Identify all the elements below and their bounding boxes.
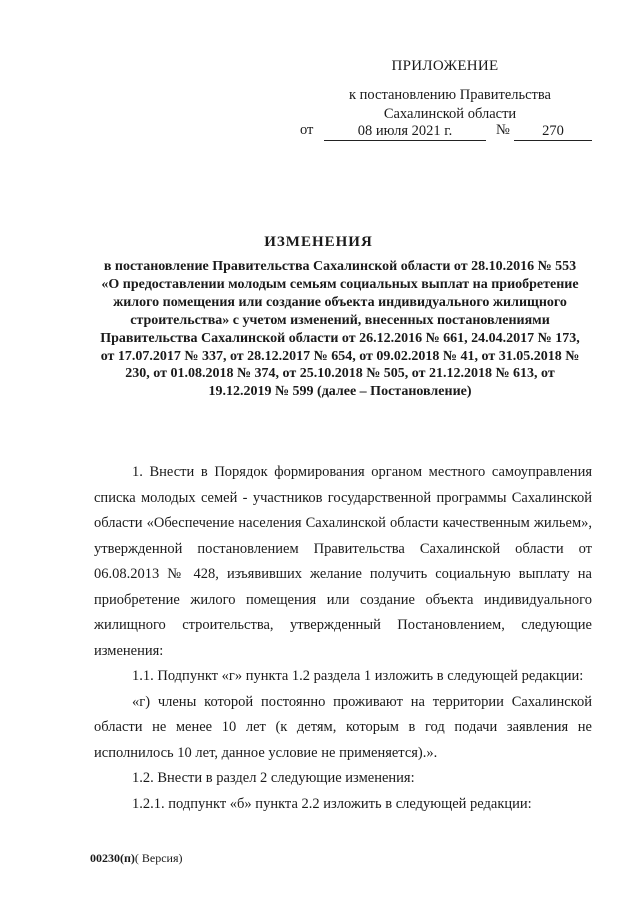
ot-label: от [300, 122, 314, 138]
paragraph-1-2: 1.2. Внести в раздел 2 следующие изменения: [132, 770, 415, 786]
paragraph-1: 1. Внести в Порядок формирования органом местного самоуправления списка молодых семей - участников государственной программы Сахалинской области «Обеспечение населения Сахалинской области качественным жильем», утвержденной постановлением Правительства Сахалинской области от 06.08.2013 № 428, изъявивших желание получить социальную выплату на приобретение жилого помещения или создание объекта индивидуального жилищного строительства, утвержденный Постановлением, следующие изменения: [94, 464, 592, 659]
date-number-line [300, 122, 600, 142]
appendix-line-2: Сахалинской области [383, 106, 517, 122]
paragraph-1-2-1: 1.2.1. подпункт «б» пункта 2.2 изложить в следующей редакции: [132, 795, 532, 812]
document-subtitle: в постановление Правительства Сахалинской области от 28.10.2016 № 553 «О предоставлении молодым семьям социальных выплат на приобретение жилого помещения или создание объекта индивидуального жилищного строительства» с учетом изменений, внесенных постановлениями Правительства Сахалинской области от 26.12.2016 № 661, 24.04.2017 № 173, от 17.07.2017 № 337, от 28.12.2017 № 654, от 09.02.2018 № 41, от 31.05.2018 № 230, от 01.08.2018 № 374, от 25.10.2018 № 505, от 21.12.2018 № 613, от 19.12.2019 № 599 (далее – Постановление) [100, 259, 580, 400]
document-title: ИЗМЕНЕНИЯ [264, 234, 373, 250]
appendix-line-1: к постановлению Правительства [349, 87, 551, 103]
number-label: № [496, 122, 510, 138]
document-number: 270 [514, 122, 592, 141]
footer [90, 851, 183, 866]
document-date: 08 июля 2021 г. [324, 122, 486, 141]
appendix-title: ПРИЛОЖЕНИЕ [391, 58, 499, 74]
document-code: 00230(п) [90, 851, 135, 865]
version-label: ( Версия) [134, 851, 183, 865]
paragraph-1-1: 1.1. Подпункт «г» пункта 1.2 раздела 1 изложить в следующей редакции: [132, 668, 584, 684]
paragraph-quote: «г) члены которой постоянно проживают на территории Сахалинской области не менее 10 лет (к детям, которым в год подачи заявления не исполнилось 10 лет, данное условие не применяется).». [94, 693, 592, 761]
document-body [94, 460, 592, 817]
